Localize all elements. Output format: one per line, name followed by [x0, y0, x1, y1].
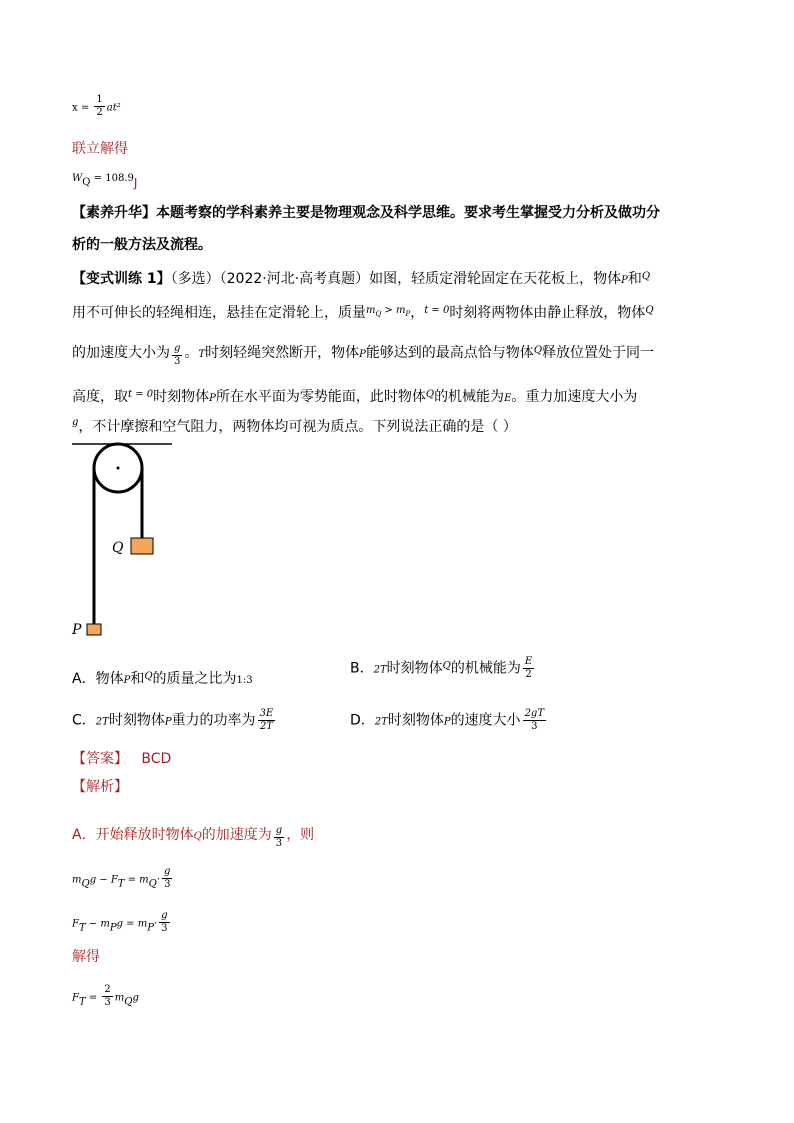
option-b-mid: 时刻物体	[386, 660, 443, 677]
problem-line5: ，不计摩擦和空气阻力，两物体均可视为质点。下列说法正确的是（ ）	[78, 419, 517, 435]
frac-3e-num: 3E	[259, 708, 274, 719]
wq-label: W	[72, 173, 83, 184]
math-q: Q	[641, 271, 651, 282]
eq2-frac-num: g	[161, 910, 168, 921]
option-c-prefix: C．	[72, 712, 96, 729]
eq3-f: F	[72, 992, 79, 1004]
problem-line4-b: 时刻物体	[153, 389, 210, 405]
problem-line2-c: 时刻将两物体由静止释放，物体	[449, 305, 646, 321]
frac-g-num: g	[174, 343, 181, 354]
pulley-figure	[70, 440, 180, 640]
block-q	[131, 538, 153, 554]
literacy-line-2: 析的一般方法及流程。	[72, 237, 212, 253]
frac-2gt-den: 3	[531, 721, 538, 732]
math-e: E	[504, 393, 512, 404]
option-d-2t: 2T	[374, 716, 388, 728]
frac-num: 1	[96, 94, 103, 105]
frac-2gt-3	[523, 708, 546, 733]
eq1-frac-den: 3	[164, 879, 171, 890]
eq1-frac	[162, 866, 172, 891]
analysis-q: Q	[193, 831, 202, 842]
eq2-f: F	[72, 918, 79, 930]
solve-text: 解得	[72, 949, 100, 965]
wq-formula	[72, 166, 137, 194]
block-p	[87, 624, 101, 635]
option-a-prefix: A．物体	[72, 671, 124, 687]
option-b[interactable]	[350, 656, 536, 681]
literacy-line-1	[72, 202, 660, 224]
label-p: P	[72, 622, 82, 638]
mass-compare: mQ > mP	[366, 305, 411, 318]
frac-g-den: 3	[174, 356, 181, 367]
pulley-axle	[117, 467, 120, 470]
literacy-heading: 【素养升华】	[72, 205, 156, 221]
option-b-suffix: 的机械能为	[450, 660, 521, 677]
math-q4: Q	[425, 389, 435, 400]
option-a[interactable]	[72, 668, 253, 688]
frac-half	[94, 94, 104, 119]
problem-line3-d: 能够达到的最高点恰与物体	[365, 345, 534, 361]
mass-q: m	[366, 305, 376, 316]
eq3-frac-num: 2	[104, 984, 111, 995]
frac-2t-den: 2T	[259, 721, 273, 732]
problem-line-5	[72, 412, 517, 438]
eq1-frac-num: g	[164, 866, 171, 877]
option-d-prefix: D．	[350, 712, 375, 729]
analysis-a-text1: A．开始释放时物体	[72, 827, 194, 843]
option-c-2t: 2T	[95, 716, 109, 728]
equation-1: $m_Qg - F_T = m_Q\cdot$ $\frac{g}{3}$	[72, 866, 171, 890]
math-q3: Q	[533, 345, 543, 356]
problem-line3-c: 时刻轻绳突然断开，物体	[205, 345, 360, 361]
problem-line4-c: 所在水平面为零势能面，此时物体	[215, 389, 426, 405]
equation-2: $F_T - m_Pg = m_P\cdot$ $\frac{g}{3}$	[72, 910, 168, 934]
problem-line4-a: 高度，取	[72, 389, 128, 405]
option-b-2t: 2T	[373, 664, 387, 676]
variant-tag: （多选）（2022·河北·高考真题）如图，轻质定滑轮固定在天花板上，物体	[170, 271, 622, 287]
option-b-prefix: B．	[350, 660, 374, 677]
option-a-and: 和	[130, 671, 145, 687]
math-q2: Q	[645, 305, 654, 316]
problem-line3-a: 的加速度大小为	[72, 345, 170, 361]
eq1-mid: = m	[124, 874, 149, 886]
wq-value: = 108.9	[90, 173, 134, 184]
frac-2gt-num: 2gT	[524, 708, 544, 719]
option-a-p: P	[123, 675, 131, 686]
problem-line2-b: ，	[410, 305, 425, 321]
formula-x-lhs: x =	[72, 102, 93, 114]
frac-den: 2	[96, 107, 103, 118]
mass-p: m	[395, 305, 406, 316]
frac-e-num: E	[524, 656, 533, 667]
eq2-frac-den: 3	[161, 923, 168, 934]
option-d-p: P	[443, 716, 451, 728]
math-p: P	[621, 275, 628, 286]
problem-line3-b: 。	[184, 345, 199, 361]
eq3-frac-den: 3	[104, 997, 111, 1008]
option-b-q: Q	[442, 660, 451, 672]
equation-3: $F_T$ = $\frac{2}{3}$ $m_Qg$	[72, 984, 139, 1008]
variant-line-1	[72, 266, 650, 292]
eq1-m: m	[72, 874, 82, 886]
analysis-a-text2: 的加速度为	[201, 827, 272, 843]
variant-heading: 【变式训练 1】	[72, 271, 171, 287]
analysis-a-text3: ，则	[286, 827, 315, 843]
analysis-frac-den: 3	[275, 838, 283, 849]
eq1-text: g − F	[89, 874, 118, 886]
problem-line-2	[72, 300, 654, 325]
label-q: Q	[112, 540, 124, 556]
frac-g-3	[172, 343, 182, 368]
eq3-g: g	[132, 992, 139, 1004]
option-a-q: Q	[144, 671, 153, 682]
option-c-mid: 时刻物体	[108, 712, 165, 729]
joint-solve-text: 联立解得	[72, 141, 128, 157]
and-text: 和	[627, 271, 642, 287]
problem-line3-e: 释放位置处于同一	[542, 345, 655, 361]
wq-sub: Q	[82, 176, 91, 188]
math-t: T	[198, 349, 206, 360]
option-d-suffix: 的速度大小	[450, 712, 521, 729]
problem-line4-e: 。重力加速度大小为	[511, 389, 638, 405]
eq2-end: g = m	[116, 918, 148, 930]
eq3-mid: =	[85, 992, 101, 1004]
literacy-text-1: 本题考察的学科素养主要是物理观念及科学思维。要求考生掌握受力分析及做功分	[156, 205, 660, 221]
option-d-mid: 时刻物体	[387, 712, 444, 729]
eq3-m: m	[114, 992, 125, 1004]
eq2-mid: − m	[85, 918, 110, 930]
option-a-suffix: 的质量之比为	[152, 671, 237, 687]
answer-value: BCD	[141, 751, 172, 767]
answer-label: 【答案】	[72, 751, 128, 767]
analysis-frac-g-3	[274, 825, 284, 850]
problem-line-3	[72, 340, 654, 368]
frac-3e-2t	[258, 708, 276, 733]
analysis-frac-num: g	[275, 825, 283, 836]
formula-x-rest: at²	[106, 102, 121, 114]
frac-e-2	[523, 656, 534, 681]
frac-e-den: 2	[525, 669, 532, 680]
wq-unit: J	[133, 176, 138, 190]
t-zero: t = 0	[424, 305, 450, 316]
analysis-a-line	[72, 824, 314, 850]
option-c-p: P	[164, 716, 172, 728]
eq3-frac	[102, 984, 112, 1009]
analysis-label: 【解析】	[72, 779, 128, 795]
option-c-suffix: 重力的功率为	[171, 712, 256, 729]
problem-line4-d: 的机械能为	[434, 389, 505, 405]
t-zero-2: t = 0	[128, 389, 154, 400]
option-c[interactable]	[72, 708, 277, 733]
formula-x	[72, 94, 121, 120]
math-p3: P	[209, 393, 216, 404]
answer-line	[72, 748, 171, 770]
problem-line2-a: 用不可伸长的轻绳相连，悬挂在定滑轮上，质量	[72, 305, 366, 321]
math-p2: P	[359, 349, 366, 360]
eq2-frac	[159, 910, 169, 935]
math-g: g	[72, 417, 79, 428]
option-a-ratio: 1:3	[236, 675, 253, 686]
option-d[interactable]	[350, 708, 548, 733]
problem-line-4	[72, 384, 637, 410]
